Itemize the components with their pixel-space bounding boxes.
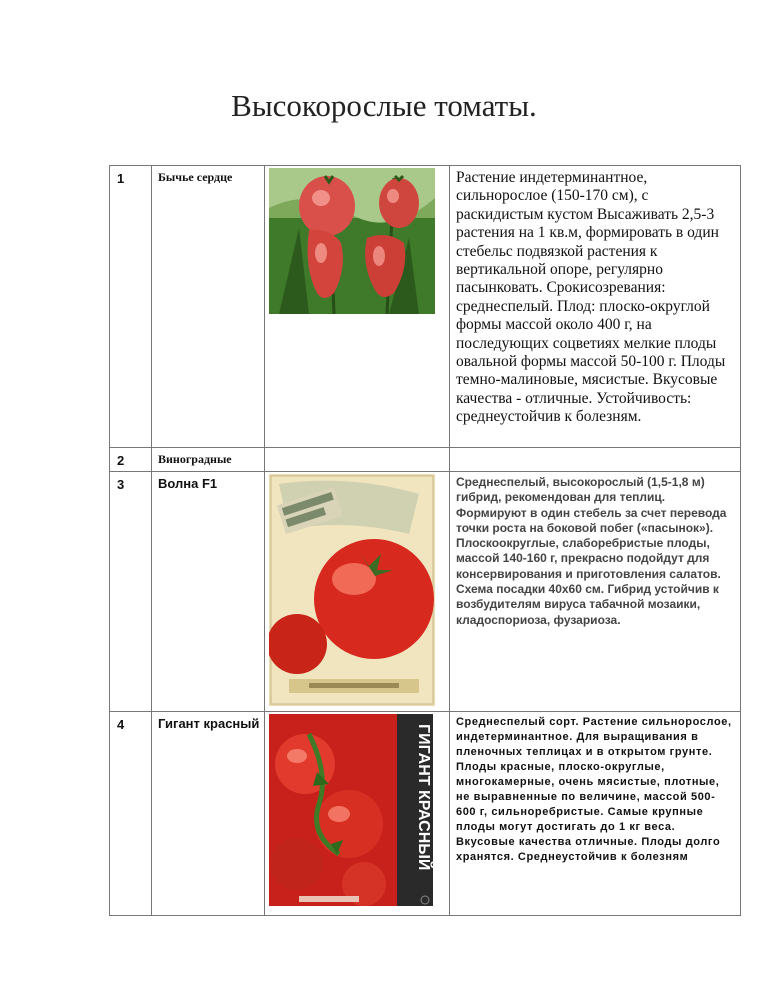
table-row: [110, 712, 741, 916]
tomato-bull-heart-photo: [269, 168, 435, 314]
variety-description: Среднеспелый сорт. Растение сильнорослое, индетерминантное. Для выращивания в пленочных теплицах и в открытом грунте. Плоды красные, плоско-округлые, многокамерные, очень мясистые, плотные, не выравненные по величине, массой 500-600 г, сильноребристые. Самые крупные плоды могут достигать до 1 кг веса. Вкусовые качества отличные. Плоды долго хранятся. Среднеустойчив к болезням: [456, 716, 732, 863]
table-row: [110, 472, 741, 712]
table-row: [110, 166, 741, 448]
row-number: 2: [110, 448, 152, 472]
tomato-gigant-seed-packet: [269, 714, 435, 910]
variety-description: Среднеспелый, высокорослый (1,5-1,8 м) гибрид, рекомендован для теплиц. Формируют в один стебель за счет перевода точки роста на боковой побег («пасынок»). Плоскоокруглые, слаборебристые плоды, массой 140-160 г, прекрасно подойдут для консервирования и приготовления салатов. Схема посадки 40х60 см. Гибрид устойчив к возбудителям вируса табачной мозаики, кладоспориоза, фузариоза.: [456, 475, 727, 627]
variety-name: Гигант красный: [158, 716, 260, 731]
variety-name: Волна F1: [158, 476, 218, 491]
variety-description: Растение индетерминантное, сильнорослое (150-170 см), с раскидистым кустом Высаживать 2,5-3 растения на 1 кв.м, формировать в один стебельс подвязкой растения к вертикальной опоре, регулярно пасынковать. Срокисозревания: среднеспелый. Плод: плоско-округлой формы массой около 400 г, на последующих соцветиях мелкие плоды овальной формы массой 50-100 г. Плоды темно-малиновые, мясистые. Вкусовые качества - отличные. Устойчивость: среднеустойчив к болезням.: [456, 169, 726, 426]
row-number: 3: [110, 472, 152, 712]
page-title: Высокорослые томаты.: [231, 88, 537, 123]
variety-name: Бычье сердце: [158, 170, 233, 184]
variety-name: Виноградные: [158, 452, 232, 466]
tomato-table: [109, 165, 741, 916]
packet-text: ГИГАНТ КРАСНЫЙ: [415, 724, 432, 871]
table-row: [110, 448, 741, 472]
tomato-volna-seed-packet: [269, 474, 435, 706]
row-number: 4: [110, 712, 152, 916]
row-number: 1: [110, 166, 152, 448]
